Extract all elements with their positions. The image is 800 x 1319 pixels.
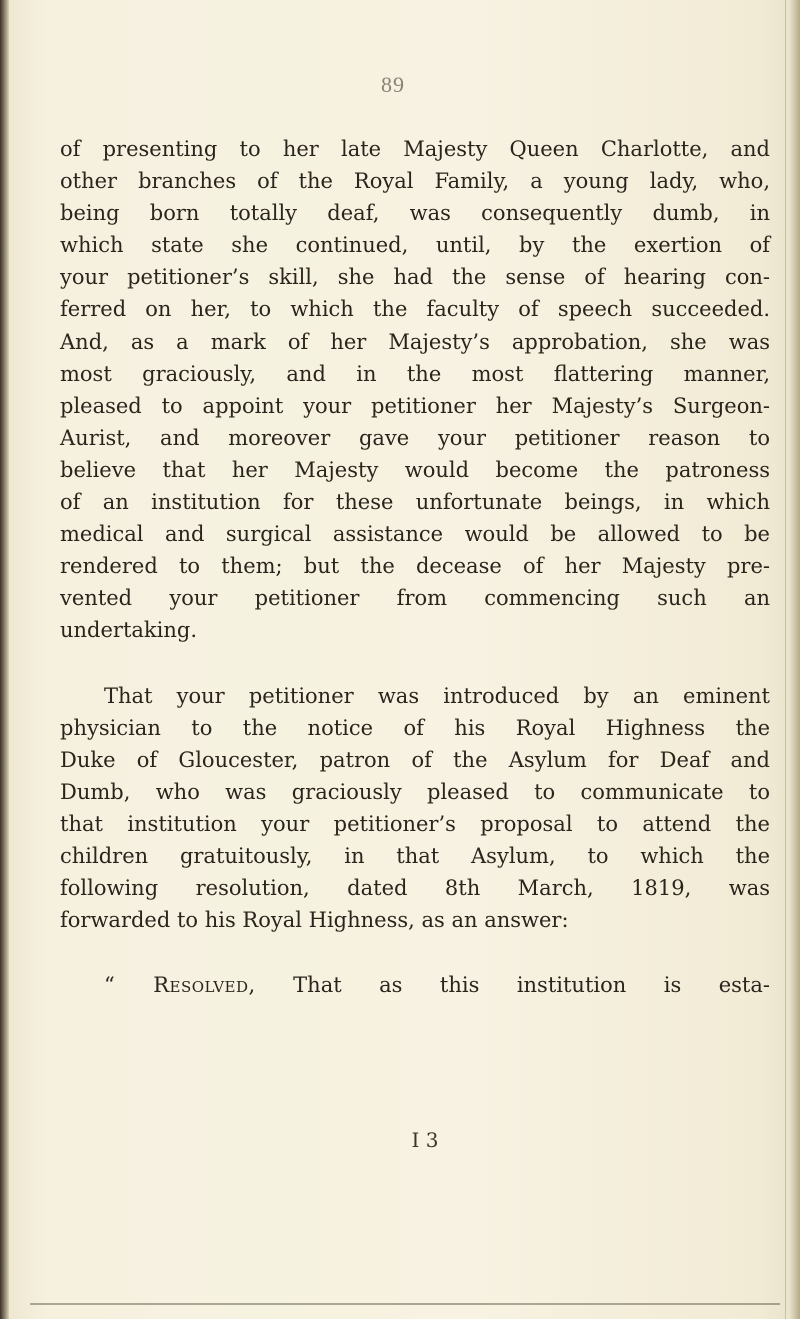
text-line: forwarded to his Royal Highness, as an answer: [60, 908, 569, 933]
text-line [60, 969, 770, 1001]
text-line: being born totally deaf, was consequently dumb, in [60, 201, 770, 226]
text-line: other branches of the Royal Family, a young lady, who, [60, 169, 770, 194]
paragraph-gap [60, 647, 770, 680]
paragraph-3 [60, 969, 770, 1001]
text-line: That your petitioner was introduced by an eminent [104, 683, 770, 708]
text-line: believe that her Majesty would become the patroness [60, 457, 770, 482]
page-right-edge [790, 0, 800, 1319]
text-line: of an institution for these unfortunate beings, in which [60, 490, 770, 515]
text-line: that institution your petitioner’s proposal to attend the [60, 811, 770, 836]
body-text [60, 133, 770, 1001]
text-line: children gratuitously, in that Asylum, to which the [60, 843, 770, 868]
resolved-text: That as this institution is esta- [293, 973, 770, 998]
page-right-rule [785, 0, 786, 1319]
text-line: vented your petitioner from commencing such an [60, 586, 770, 611]
paragraph-1 [60, 133, 770, 647]
text-line: pleased to appoint your petitioner her Majesty’s Surgeon- [60, 393, 770, 418]
text-line: your petitioner’s skill, she had the sense of hearing con- [60, 265, 770, 290]
paragraph-2 [60, 680, 770, 937]
paragraph-gap [60, 936, 770, 969]
text-line: Duke of Gloucester, patron of the Asylum for Deaf and [60, 747, 770, 772]
text-line: Dumb, who was graciously pleased to communicate to [60, 779, 770, 804]
text-line: physician to the notice of his Royal Highness the [60, 715, 770, 740]
text-line: which state she continued, until, by the exertion of [60, 233, 770, 258]
text-line: rendered to them; but the decease of her Majesty pre- [60, 554, 770, 579]
signature-mark: I 3 [411, 1128, 439, 1152]
page-binding-edge [0, 0, 9, 1319]
text-line: undertaking. [60, 618, 198, 643]
page-bottom-rule [30, 1303, 780, 1305]
text-line: following resolution, dated 8th March, 1819, was [60, 876, 770, 901]
text-line: medical and surgical assistance would be allowed to be [60, 522, 770, 547]
resolved-lead: “ Resolved, [104, 973, 256, 998]
text-line: most graciously, and in the most flattering manner, [60, 361, 770, 386]
text-line: And, as a mark of her Majesty’s approbation, she was [60, 329, 770, 354]
page-number: 89 [381, 72, 405, 97]
text-line: ferred on her, to which the faculty of speech succeeded. [60, 297, 770, 322]
text-line: Aurist, and moreover gave your petitioner reason to [60, 425, 770, 450]
text-line: of presenting to her late Majesty Queen Charlotte, and [60, 137, 770, 161]
